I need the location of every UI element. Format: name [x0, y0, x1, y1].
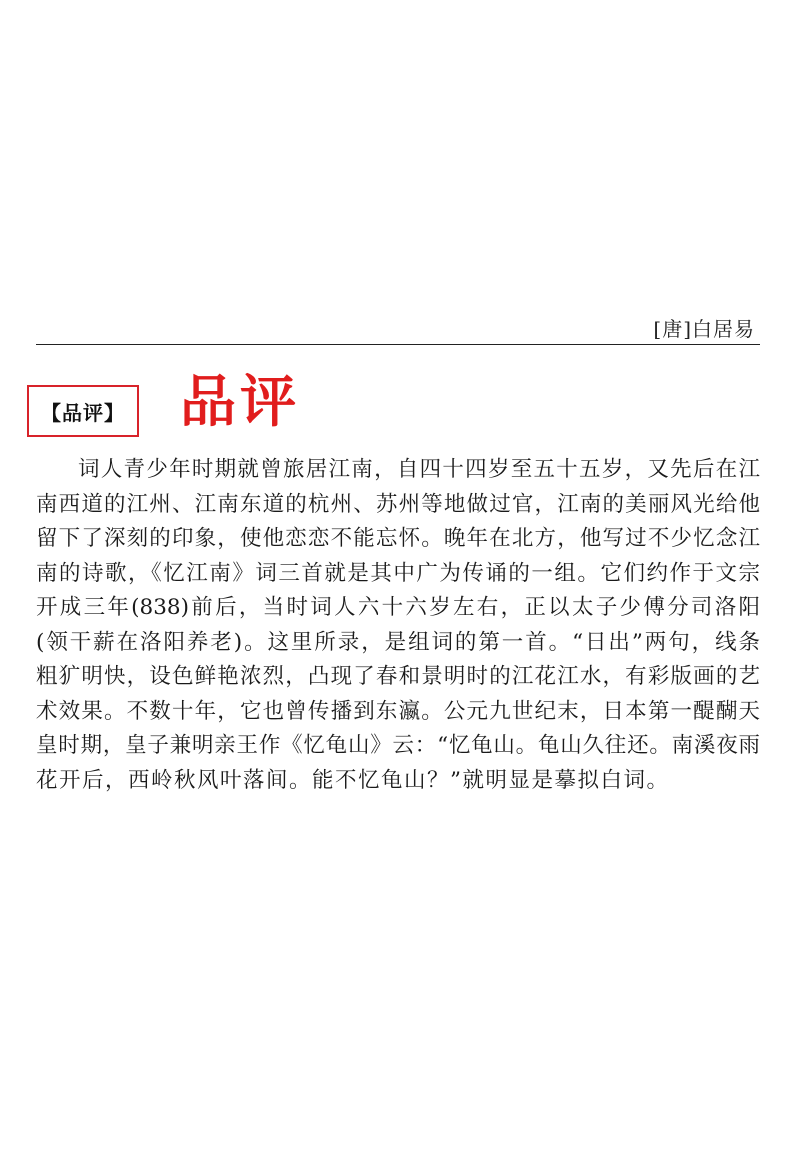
commentary-line: 开成三年(838)前后，当时词人六十六岁左右，正以太子少傅分司洛阳: [36, 595, 760, 620]
commentary-line: 留下了深刻的印象，使他恋恋不能忘怀。晚年在北方，他写过不少忆念江: [36, 526, 760, 551]
section-label: 【品评】: [41, 400, 125, 425]
red-annotation-title: 品评: [180, 370, 300, 435]
commentary-line: 皇时期，皇子兼明亲王作《忆龟山》云：“忆龟山。龟山久往还。南溪夜雨: [36, 733, 760, 758]
commentary-line: 南西道的江州、江南东道的杭州、苏州等地做过官，江南的美丽风光给他: [36, 491, 760, 517]
commentary-line: 粗犷明快，设色鲜艳浓烈，凸现了春和景明时的江花江水，有彩版画的艺: [36, 664, 760, 689]
header-divider: [36, 344, 760, 345]
commentary-line: 花开后，西岭秋风叶落间。能不忆龟山？”就明显是摹拟白词。: [36, 767, 670, 793]
commentary-line: 南的诗歌，《忆江南》词三首就是其中广为传诵的一组。它们约作于文宗: [36, 560, 760, 586]
section-label-box: [27, 385, 139, 437]
commentary-line: 词人青少年时期就曾旅居江南，自四十四岁至五十五岁，又先后在江: [78, 457, 760, 482]
commentary-paragraph: [36, 453, 760, 798]
commentary-line: 术效果。不数十年，它也曾传播到东瀛。公元九世纪末，日本第一醍醐天: [36, 698, 760, 724]
commentary-line: (领干薪在洛阳养老)。这里所录，是组词的第一首。“日出”两句，线条: [36, 629, 760, 655]
author-attribution: [唐]白居易: [653, 317, 755, 341]
